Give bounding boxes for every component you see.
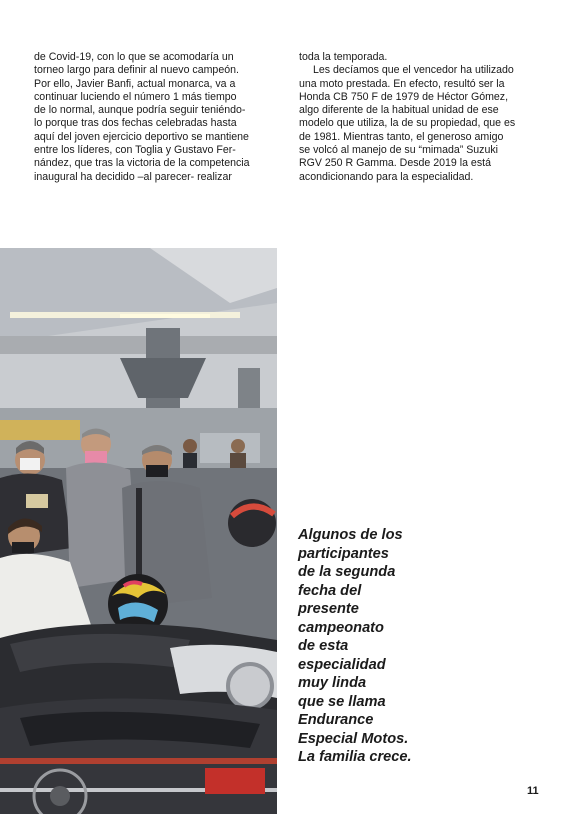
caption-line: participantes <box>298 545 389 562</box>
text-line: de lo normal, aunque podría seguir teniéndo- <box>34 104 246 117</box>
text-line: aquí del joven ejercicio deportivo se mantiene <box>34 130 249 143</box>
caption-line: Especial Motos. <box>298 730 409 747</box>
text-line: toda la temporada. <box>299 51 388 63</box>
group-photo <box>0 248 277 814</box>
text-line: una moto prestada. En efecto, resultó ser la <box>299 77 505 90</box>
caption-line: de la segunda <box>298 564 396 580</box>
caption-line: de esta <box>298 638 349 654</box>
text-line: de 1981. Mientras tanto, el generoso amigo <box>299 130 504 143</box>
page-number: 11 <box>527 785 539 797</box>
text-line: Honda CB 750 F de 1979 de Héctor Gómez, <box>299 90 509 103</box>
caption-line: muy linda <box>298 675 367 691</box>
text-line: entre los líderes, con Toglia y Gustavo Fer- <box>34 144 236 157</box>
caption-line: especialidad <box>298 656 386 673</box>
caption-line: campeonato <box>298 619 384 636</box>
text-line: acondicionando para la especialidad. <box>299 170 474 183</box>
caption-line: fecha del <box>298 582 362 599</box>
caption-line: presente <box>298 601 359 617</box>
caption-line: La familia crece. <box>298 749 412 765</box>
text-line: Les decíamos que el vencedor ha utilizado <box>313 64 514 77</box>
text-line: lo porque tras dos fechas celebradas hasta <box>34 117 237 130</box>
text-line: Por ello, Javier Banfi, actual monarca, va a <box>34 77 236 90</box>
caption-line: Endurance <box>298 712 374 728</box>
photo-caption <box>298 526 448 767</box>
text-line: de Covid-19, con lo que se acomodaría un <box>34 51 234 63</box>
caption-line: Algunos de los <box>298 527 403 543</box>
article-column-right <box>299 51 549 184</box>
text-line: torneo largo para definir al nuevo campeón. <box>34 64 239 77</box>
article-column-left <box>34 51 274 184</box>
text-line: se volcó al manejo de su “mimada” Suzuki <box>299 144 499 157</box>
text-line: nández, que tras la victoria de la competencia <box>34 157 250 170</box>
text-line: inaugural ha decidido –al parecer- realizar <box>34 170 232 183</box>
text-line: RGV 250 R Gamma. Desde 2019 la está <box>299 157 491 170</box>
text-line: modelo que utiliza, la de su propiedad, que es <box>299 117 516 130</box>
caption-line: que se llama <box>298 693 386 710</box>
group-photo-motorcycles-garage-icon <box>0 248 277 814</box>
text-line: continuar luciendo el número 1 más tiempo <box>34 90 237 103</box>
text-line: algo diferente de la habitual unidad de ese <box>299 104 499 117</box>
